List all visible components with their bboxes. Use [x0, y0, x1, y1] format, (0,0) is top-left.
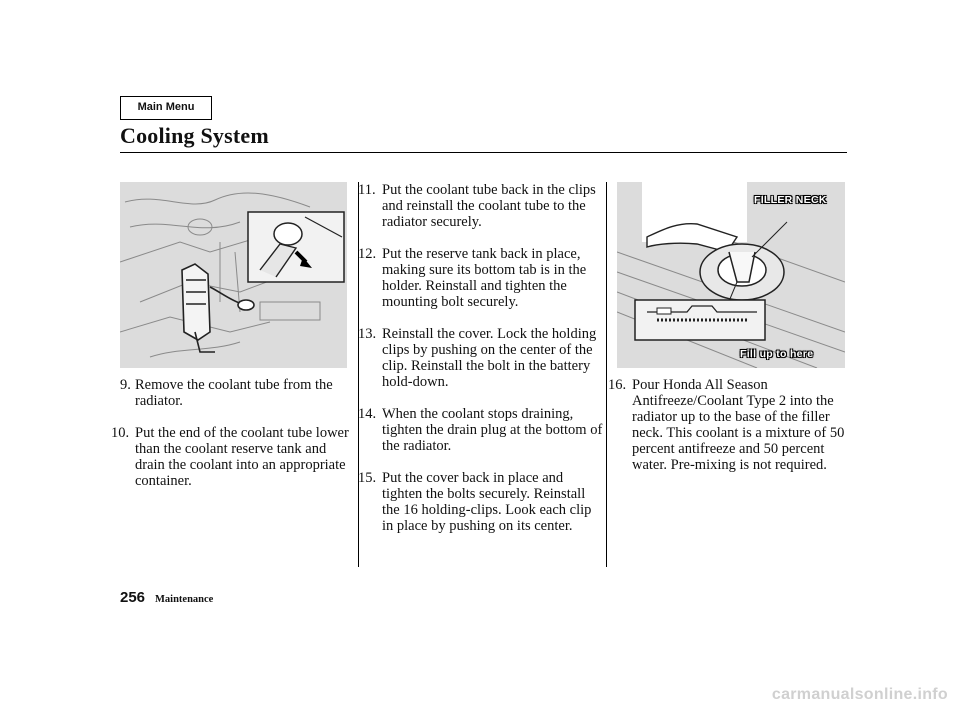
step-text: Put the cover back in place and tighten the bolts securely. Reinstall the 16 holding-clips. Look each clip in place by pushing on its center. — [382, 470, 592, 534]
filler-neck-illustration — [617, 182, 845, 368]
step-10 — [111, 425, 350, 489]
inset-detail — [248, 212, 344, 282]
step-text: Reinstall the cover. Lock the holding clips by pushing on the center of the clip. Reinstall the bolt in the battery hold-down. — [382, 326, 597, 390]
column-divider-left — [358, 182, 359, 567]
fill-level-label: Fill up to here — [740, 348, 814, 360]
step-13 — [358, 326, 605, 390]
step-number: 16. — [608, 377, 627, 393]
step-14 — [358, 406, 605, 454]
step-text: Put the end of the coolant tube lower than the coolant reserve tank and drain the coolant into an appropriate container. — [135, 425, 349, 489]
step-text: When the coolant stops draining, tighten the drain plug at the bottom of the radiator. — [382, 406, 603, 454]
step-text: Remove the coolant tube from the radiator. — [135, 377, 333, 409]
step-number: 10. — [111, 425, 130, 441]
step-text: Put the coolant tube back in the clips and reinstall the coolant tube to the radiator securely. — [382, 182, 596, 230]
engine-bay-drawing — [120, 182, 347, 368]
step-text: Pour Honda All Season Antifreeze/Coolant Type 2 into the radiator up to the base of the filler neck. This coolant is a mixture of 50 percent antifreeze and 50 percent water. Pre-mixing is not required. — [632, 377, 845, 473]
step-number: 11. — [358, 182, 376, 198]
column-divider-right — [606, 182, 607, 567]
step-12 — [358, 246, 605, 310]
main-menu-button[interactable]: Main Menu — [120, 96, 212, 120]
radiator-drawing — [617, 182, 845, 368]
filler-neck-label: FILLER NECK — [754, 194, 827, 206]
page-number: 256 — [120, 589, 146, 606]
steps-column-3 — [608, 377, 849, 489]
step-text: Put the reserve tank back in place, making sure its bottom tab is in the holder. Reinstall and tighten the mounting bolt securely. — [382, 246, 587, 310]
step-16 — [608, 377, 849, 473]
step-number: 13. — [358, 326, 377, 342]
section-name: Maintenance — [155, 594, 214, 605]
steps-column-2 — [358, 182, 605, 550]
step-number: 9. — [120, 377, 131, 393]
watermark: carmanualsonline.info — [771, 686, 948, 703]
steps-column-1 — [111, 377, 350, 505]
step-number: 12. — [358, 246, 377, 262]
page-title: Cooling System — [120, 123, 269, 148]
coolant-tube-illustration — [120, 182, 347, 368]
title-divider — [120, 152, 847, 153]
step-9 — [120, 377, 350, 409]
step-15 — [358, 470, 605, 534]
step-number: 15. — [358, 470, 377, 486]
step-number: 14. — [358, 406, 377, 422]
step-11 — [358, 182, 605, 230]
inset-fill-level — [635, 300, 765, 340]
